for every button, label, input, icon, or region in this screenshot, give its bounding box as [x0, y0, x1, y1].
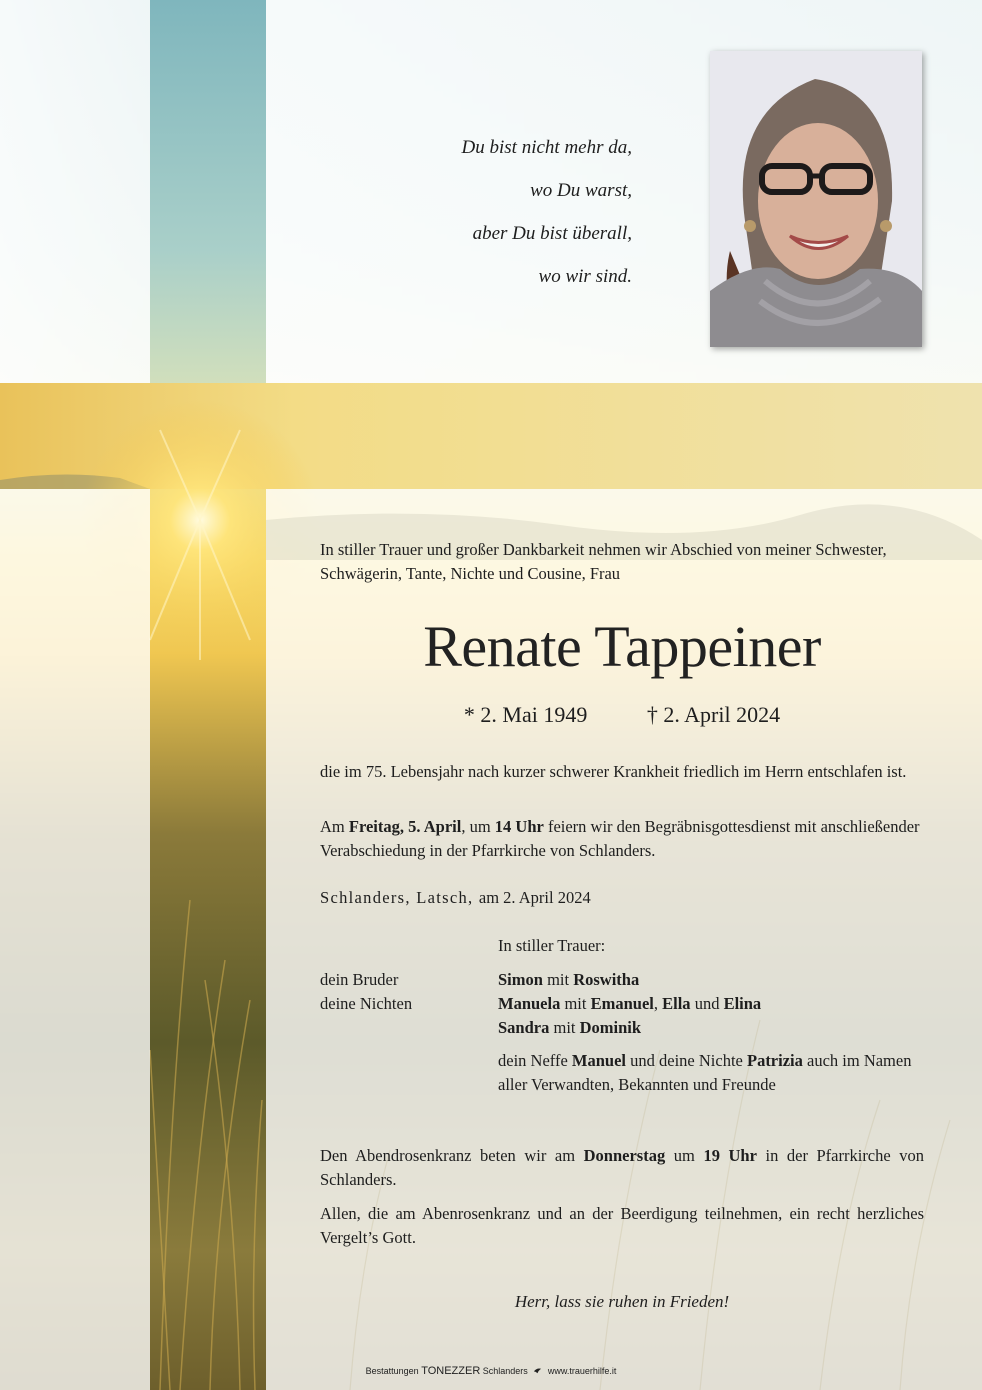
footer	[0, 1365, 982, 1377]
footer-company: TONEZZER	[421, 1365, 481, 1377]
name: Dominik	[579, 1018, 642, 1037]
quote-line: wo Du warst,	[530, 180, 632, 201]
quote-line: wo wir sind.	[538, 266, 632, 287]
text: um	[673, 1146, 695, 1165]
connector: mit	[547, 970, 570, 989]
text: in der Pfarrkirche von Schlanders.	[320, 1146, 925, 1189]
mourners-header: In stiller Trauer:	[498, 936, 606, 955]
place: Schlanders, Latsch,	[320, 888, 474, 907]
text: und deine Nichte	[630, 1051, 743, 1070]
name: Roswitha	[573, 970, 640, 989]
mourner-names	[498, 934, 924, 1097]
life-dates	[320, 700, 924, 730]
funeral-day: Freitag, 5. April	[348, 817, 462, 836]
name: Sandra	[498, 1018, 550, 1037]
funeral-text	[320, 815, 924, 863]
footer-city: Schlanders	[482, 1366, 528, 1376]
intro-text: In stiller Trauer und großer Dankbarkeit nehmen wir Abschied von meiner Schwester, Schwägerin, Tante, Nichte und Cousine, Frau	[320, 540, 887, 583]
name: Manuela	[498, 994, 561, 1013]
quote-line: Du bist nicht mehr da,	[461, 137, 632, 158]
text-um: , um	[461, 817, 491, 836]
connector: mit	[553, 1018, 576, 1037]
portrait-icon	[710, 51, 922, 347]
mourner-labels	[320, 968, 490, 1016]
name: Emanuel	[590, 994, 654, 1013]
name: Elina	[723, 994, 762, 1013]
closing-prayer: Herr, lass sie ruhen in Frieden!	[514, 1292, 730, 1311]
name: Simon	[498, 970, 543, 989]
dove-icon	[533, 1366, 542, 1375]
place-date	[320, 886, 924, 910]
text-am: Am	[320, 817, 345, 836]
passing-text: die im 75. Lebensjahr nach kurzer schwerer Krankheit friedlich im Herrn entschlafen ist.	[320, 762, 907, 781]
deceased-name: Renate Tappeiner	[423, 614, 821, 679]
text: dein Neffe	[498, 1051, 568, 1070]
quote-line: aber Du bist überall,	[472, 223, 632, 244]
birth-date: * 2. Mai 1949	[463, 702, 588, 727]
connector: mit	[564, 994, 587, 1013]
rosary-day: Donnerstag	[583, 1146, 666, 1165]
funeral-rest: feiern wir den Begräbnisgottesdienst mit anschließender Verabschiedung in der Pfarrkirche von Schlanders.	[320, 817, 920, 860]
footer-url[interactable]: www.trauerhilfe.it	[547, 1366, 617, 1376]
death-date: † 2. April 2024	[646, 702, 781, 727]
text: auch im Namen aller Verwandten, Bekannten und Freunde	[498, 1051, 912, 1094]
mourner-line	[498, 968, 924, 992]
portrait-photo	[710, 51, 922, 347]
name: Manuel	[571, 1051, 627, 1070]
funeral-time: 14 Uhr	[494, 817, 544, 836]
thanks-text: Allen, die am Abenrosenkranz und an der Beerdigung teilnehmen, ein recht herzliches Vergelt’s Gott.	[320, 1204, 924, 1247]
mourner-line	[498, 1016, 924, 1040]
date: am 2. April 2024	[478, 888, 591, 907]
label-nieces: deine Nichten	[320, 994, 413, 1013]
mourner-line	[498, 992, 924, 1016]
name: Ella	[662, 994, 691, 1013]
mourner-extra	[498, 1049, 924, 1097]
name: Patrizia	[746, 1051, 803, 1070]
memorial-quote	[462, 126, 632, 298]
footer-prefix: Bestattungen	[365, 1366, 419, 1376]
comma: ,	[653, 994, 658, 1013]
text: Den Abendrosenkranz beten wir am	[320, 1146, 576, 1165]
rosary-time: 19 Uhr	[703, 1146, 757, 1165]
connector: und	[694, 994, 720, 1013]
label-brother: dein Bruder	[320, 970, 399, 989]
rosary-text	[320, 1144, 924, 1192]
